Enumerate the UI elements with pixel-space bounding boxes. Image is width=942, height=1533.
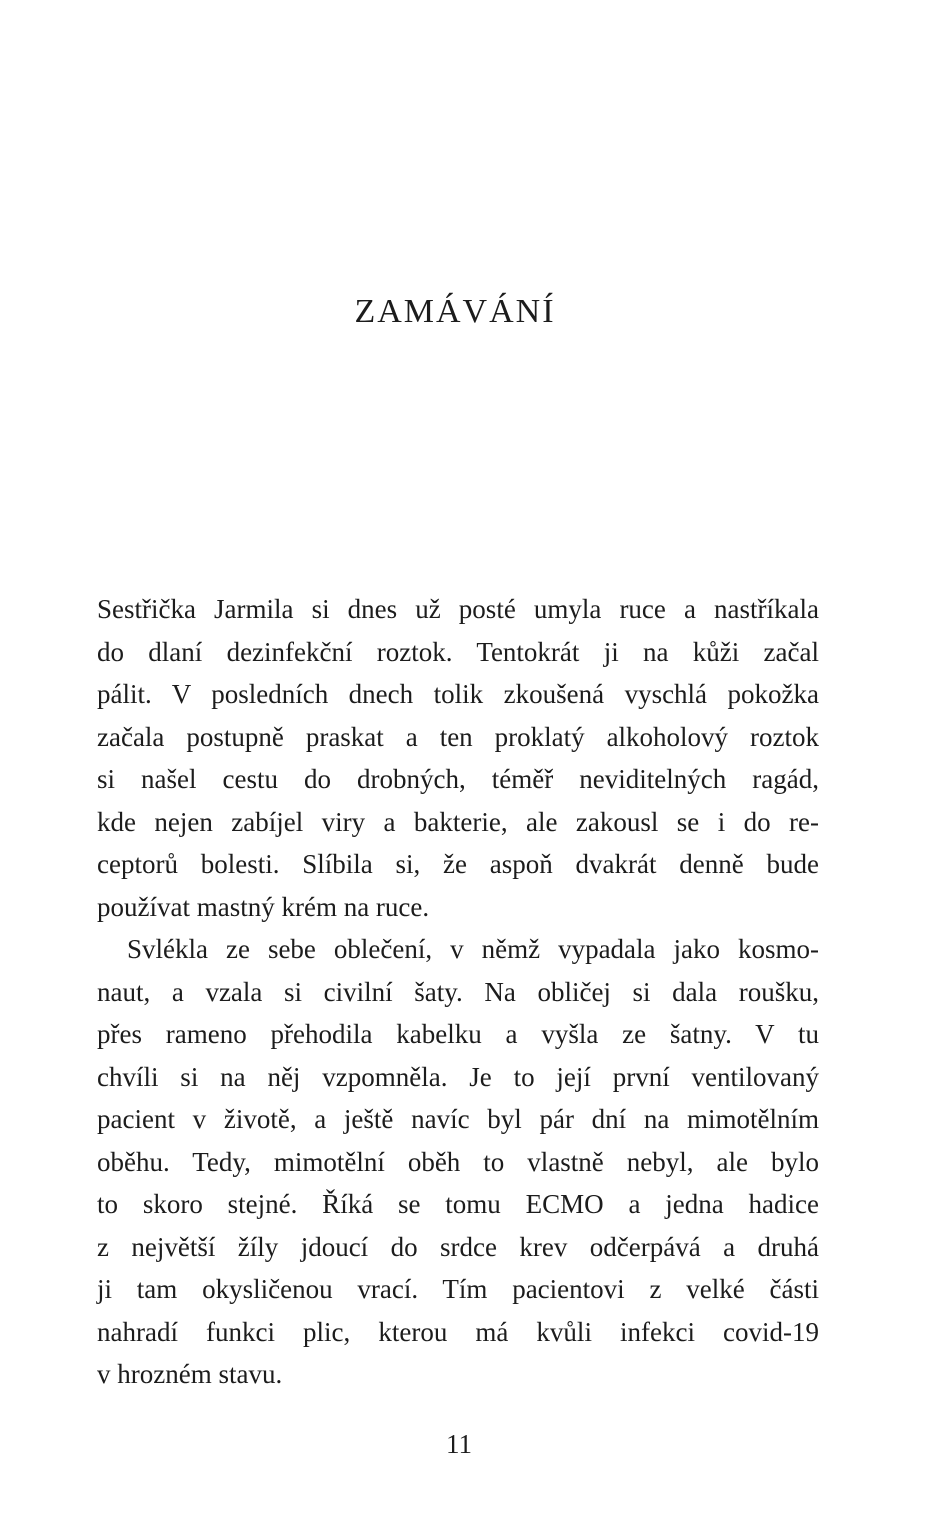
page-number: 11 [446,1429,472,1459]
text-line: začala postupně praskat a ten proklatý alkoholový roztok [97,721,819,752]
chapter-title: ZAMÁVÁNÍ [354,293,556,330]
text-line: naut, a vzala si civilní šaty. Na obličej si dala roušku, [97,976,819,1007]
text-line: chvíli si na něj vzpomněla. Je to její první ventilovaný [97,1061,819,1092]
body-text [97,588,819,1396]
paragraph-2 [97,928,819,1396]
text-line: v hrozném stavu. [97,1359,283,1389]
text-line: do dlaní dezinfekční roztok. Tentokrát ji na kůži začal [97,636,819,667]
text-line: přes rameno přehodila kabelku a vyšla ze šatny. V tu [97,1019,819,1049]
text-line: používat mastný krém na ruce. [97,891,430,922]
text-line: ji tam okysličenou vrací. Tím pacientovi z velké části [97,1274,819,1304]
paragraph-1 [97,588,819,928]
text-line: nahradí funkci plic, kterou má kvůli infekci covid-19 [97,1316,819,1347]
text-line: z největší žíly jdoucí do srdce krev odčerpává a druhá [97,1231,819,1262]
text-line: pacient v životě, a ještě navíc byl pár dní na mimotělním [97,1104,819,1134]
text-line: to skoro stejné. Říká se tomu ECMO a jedna hadice [97,1189,819,1219]
text-line: pálit. V posledních dnech tolik zkoušená vyschlá pokožka [97,679,819,709]
text-line: oběhu. Tedy, mimotělní oběh to vlastně nebyl, ale bylo [97,1146,819,1177]
text-line: ceptorů bolesti. Slíbila si, že aspoň dvakrát denně bude [97,849,819,879]
text-line: Svlékla ze sebe oblečení, v němž vypadala jako kosmo- [127,934,819,964]
text-line: kde nejen zabíjel viry a bakterie, ale zakousl se i do re- [97,806,819,837]
text-line: si našel cestu do drobných, téměř neviditelných ragád, [97,764,819,794]
text-line: Sestřička Jarmila si dnes už posté umyla ruce a nastříkala [97,594,819,624]
